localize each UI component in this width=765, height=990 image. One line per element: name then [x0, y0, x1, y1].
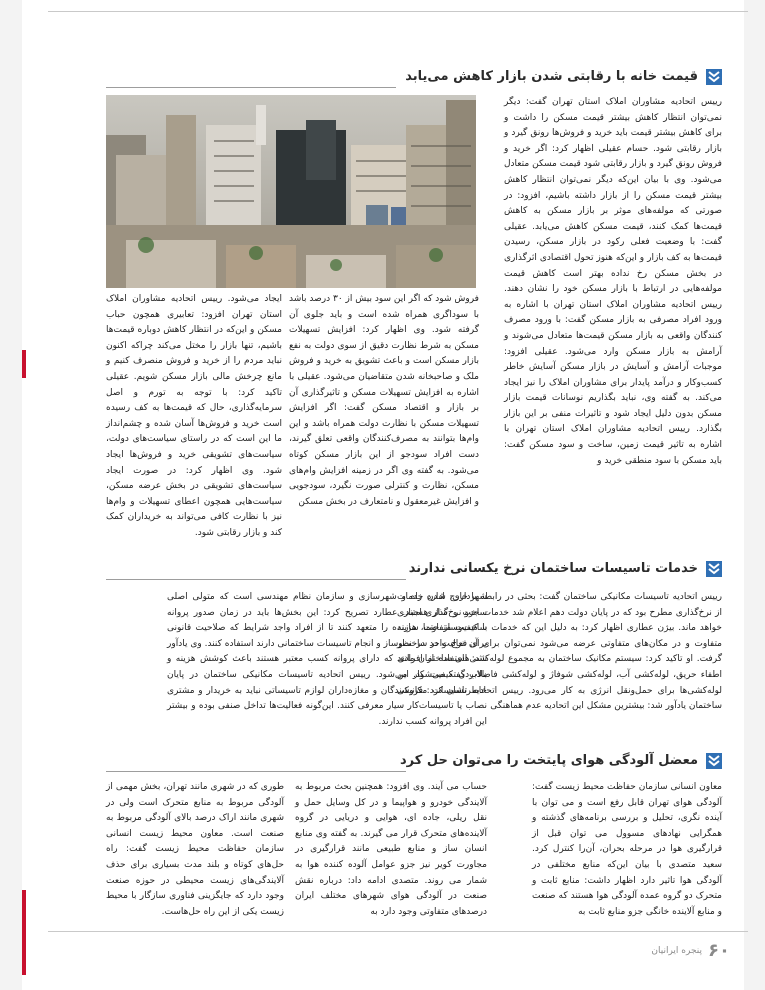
column-text: ایجاد می‌شود. رییس اتحادیه مشاوران املاک استان تهران افزود: تعابیری همچون حباب مسکن و این‌که در انتظار کاهش دوباره قیمت‌ها باشیم، تنها بازار را مختل می‌کند چراکه اکنون نباید مردم را از خرید و فروش منصرف کنیم و مانع چرخش مالی بازار مسکن شویم. عقیلی تاکید کرد: با توجه به تورم و اصل سرمایه‌گذاری، حال که قیمت‌ها به کف رسیده است خرید و فروش‌ها آسان شده و چشم‌انداز ما این است که در راستای سیاست‌های دولت، سیاست‌های تشویقی خرید و فروش‌ها ایجاد شود. وی اظهار کرد: در صورت ایجاد سیاست‌های تشویقی در بخش عرضه مسکن، سیاست‌هایی همچون اعطای تسهیلات و وام‌ها نیز با نظارت کافی می‌تواند به خریداران کمک کند و بازار رقابتی شود. — [106, 294, 282, 538]
column-text: طوری که در شهری مانند تهران، بخش مهمی از آلودگی مربوط به منابع متحرک است ولی در شهری مانند اراک درصد بالای آلودگی مربوط به صنعت است. معاون محیط زیست انسانی سازمان حفاظت محیط زیست گفت: راه حل‌های کوتاه و بلند مدت بسیاری برای حذف آلایندگی‌های زیست محیطی در حوزه صنعت وجود دارد که جایگزینی فناوری سازگار با محیط زیست یکی از این راه حل‌هاست. — [106, 782, 284, 917]
double-chevron-down-icon — [706, 69, 722, 85]
column-text: حساب می آیند. وی افزود: همچنین بحث مربوط به آلایندگی خودرو و هواپیما و در کل وسایل حمل و نقل ریلی، جاده ای، هوایی و دریایی در گروه آلاینده‌های متحرک قرار می گیرند. به گفته وی منابع انسان ساز و منابع طبیعی مانند قرارگیری در مجاورت کویر نیز جزو عوامل آلوده کننده هوا به شمار می روند. متصدی ادامه داد: درباره نقش صنعت در آلودگی هوای شهرهای مختلف ایران درصدهای متفاوتی وجود دارد به — [295, 782, 487, 917]
section-title: معضل آلودگی هوای پایتخت را می‌توان حل کرد — [400, 753, 698, 768]
heading-rule — [106, 771, 406, 772]
column-text: معاون انسانی سازمان حفاظت محیط زیست گفت: آلودگی هوای تهران قابل رفع است و می توان با آینده نگری، تحلیل و بررسی برنامه‌های گذشته و همگرایی نهادهای مسوول می توان قبل از قرارگیری هوا در مرحله بحران، آن‌را کنترل کرد. سعید متصدی با بیان این‌که منابع مختلفی در آلودگی هوا تاثیر دارد اظهار داشت: منابع ثابت و متحرک دو گروه عمده آلودگی هوا هستند که صنعت و منابع آلاینده خانگی جزو منابع ثابت به — [532, 782, 722, 917]
section-heading — [409, 560, 722, 578]
magazine-name: پنجره ایرانیان — [651, 945, 703, 956]
section-heading — [400, 752, 722, 770]
page-folio — [651, 940, 730, 961]
article-column — [504, 95, 722, 531]
top-rule — [48, 11, 748, 12]
article-column — [295, 780, 487, 922]
column-text: فروش شود که اگر این سود بیش از ۳۰ درصد باشد با سوداگری همراه شده است و باید جلوی آن گرفته شود. وی اظهار کرد: افزایش تسهیلات مسکن به شرط نظارت دقیق از سوی دولت به نفع بازار مسکن است و باعث تشویق به خرید و فروش ملک و صاحبخانه شدن متقاضیان می‌شود. عقیلی با اشاره به افزایش تسهیلات مسکن و تاثیرگذاری آن بر بازار و اقتصاد مسکن گفت: اگر افزایش تسهیلات مسکن با نظارت دولت همراه باشد و این وام‌ها بتوانند به مصرف‌کنندگان واقعی تعلق گیرند، دست افراد سودجو از این بازار مسکن کوتاه می‌شود. به گفته وی اگر در زمینه افزایش وام‌های مسکن، نظارت و کنترلی صورت نگیرد، سودجویی و افزایش غیرمعقول و نامتعارف در بخش مسکن — [289, 294, 479, 507]
column-text: شهرداری، اداره راه و شهرسازی و سازمان نظام مهندسی است که متولی اصلی ساخت و ساز هستند. عطارد تصریح کرد: این بخش‌ها باید در زمان صدور پروانه ساخت‌وساز حتما سازنده را متعهد کنند تا از افراد واجد شرایط که صلاحیت قانونی برای فعالیت در ساخت‌وساز و انجام تاسیسات ساختمانی دارند استفاده کنند. وی یادآور شد: استفاده از افرادی که دارای پروانه کسب معتبر هستند باعث کوشش هزینه و بالابردن کیفیت کار می‌شود. رییس اتحادیه تاسیسات مکانیکی ساختمان در پایان خاطرنشان کرد: فروشندگان و مغازه‌داران لوازم تاسیساتی نباید به خریدار و مشتری نصاب یا تاسیسات‌کار سیار معرفی کنند. این‌گونه فعالیت‌ها تداخل صنفی بوده و بیشتر این افراد پروانه کسب ندارند. — [167, 592, 487, 727]
bottom-rule — [48, 931, 748, 932]
section-heading — [405, 68, 722, 86]
article-column — [532, 780, 722, 922]
double-chevron-down-icon — [706, 753, 722, 769]
edge-marker — [22, 890, 26, 975]
edge-marker — [22, 350, 26, 378]
double-chevron-down-icon — [706, 561, 722, 577]
heading-rule — [106, 579, 406, 580]
page-number: ۶۰ — [708, 940, 730, 961]
article-column — [167, 590, 487, 740]
column-text: رییس اتحادیه مشاوران املاک استان تهران گفت: دیگر نمی‌توان انتظار کاهش بیشتر قیمت مسکن را داشت و برای کاهش بیشتر قیمت باید خرید و فروش‌ها رونق گیرد و بازار رقابتی شود. حسام عقیلی اظهار کرد: اگر خرید و فروش رونق گیرد و بازار رقابتی شود قیمت مسکن متعادل می‌شود. وی با بیان این‌که دیگر نمی‌توان انتظار کاهش بیشتر قیمت مسکن را از بازار داشته باشیم، افزود: در صورتی که مولفه‌های موثر بر بازار مسکن به کاهش قیمت‌ها کمک کنند، قیمت مسکن کاهش می‌یابد. عقیلی گفت: با وضعیت فعلی رکود در بازار مسکن، رسیدن قیمت‌ها به کف بازار و این‌که هنوز تحول اقتصادی اثرگذاری در بخش مسکن رخ نداده بهتر است کاهش قیمت مولفه‌هایی در ارتباط با بازار مسکن خود را نشان دهند. رییس اتحادیه مشاوران املاک استان تهران با اشاره به ورود افراد مصرفی به بازار مسکن گفت: با ورود مصرف کنندگان واقعی به بازار مسکن قیمت‌ها متعادل می‌شوند و آرامش به بازار مسکن وارد می‌شود. عقیلی افزود: موجبات آرامش و آسایش در بازار مسکن آسایش خاطر کسب‌وکار و درآمد پایدار برای مشاوران املاک را نیز ایجاد می‌کند. به گفته وی، نباید بگذاریم نوسانات قیمت بازار مسکن بدون دلیل ایجاد شود و تاثیرات منفی بر این بازار بگذارد. رییس اتحادیه مشاوران املاک استان تهران با اشاره به تاثیر قیمت زمین، ساخت و سود مسکن گفت: باید مسکن با سود منطقی خرید و — [504, 97, 722, 466]
column-text: رییس اتحادیه تاسیسات مکانیکی ساختمان گفت: بحثی در رابطه با خارج شدن خدمات از نرخ‌گذاری مطرح بود که در پایان دولت دهم اعلام شد خدمات جزو نرخ‌گذاری اجباری خواهد ماند. بیژن عطاری اظهار کرد: به دلیل این که خدمات با کیفیت متفاوت، هزینه متفاوت و در مکان‌های متفاوتی عرضه می‌شود نمی‌توان برای آن نرخ واحد در نظر گرفت. او تاکید کرد: سیستم مکانیک ساختمان به مجموع لوله‌کشی‌های ساختمان مانند اطفاء حریق، لوله‌کشی آب، لوله‌کشی شوفاژ و لوله‌کشی فاضلاب گفته می‌شود. این لوله‌کشی‌ها برای حمل‌ونقل انرژی به کار می‌رود. رییس اتحادیه تاسیسات مکانیکی ساختمان یادآور شد: بیشترین مشکل این اتحادیه عدم هماهنگی — [397, 592, 722, 712]
heading-rule — [106, 87, 396, 88]
section-title: قیمت خانه با رقابتی شدن بازار کاهش می‌یابد — [405, 69, 698, 84]
section-title: خدمات تاسیسات ساختمان نرخ یکسانی ندارند — [408, 561, 698, 576]
article-column — [106, 292, 282, 538]
article-column — [106, 780, 284, 922]
magazine-page — [22, 0, 744, 990]
article-column — [289, 292, 479, 532]
city-skyline-photo — [106, 95, 476, 288]
